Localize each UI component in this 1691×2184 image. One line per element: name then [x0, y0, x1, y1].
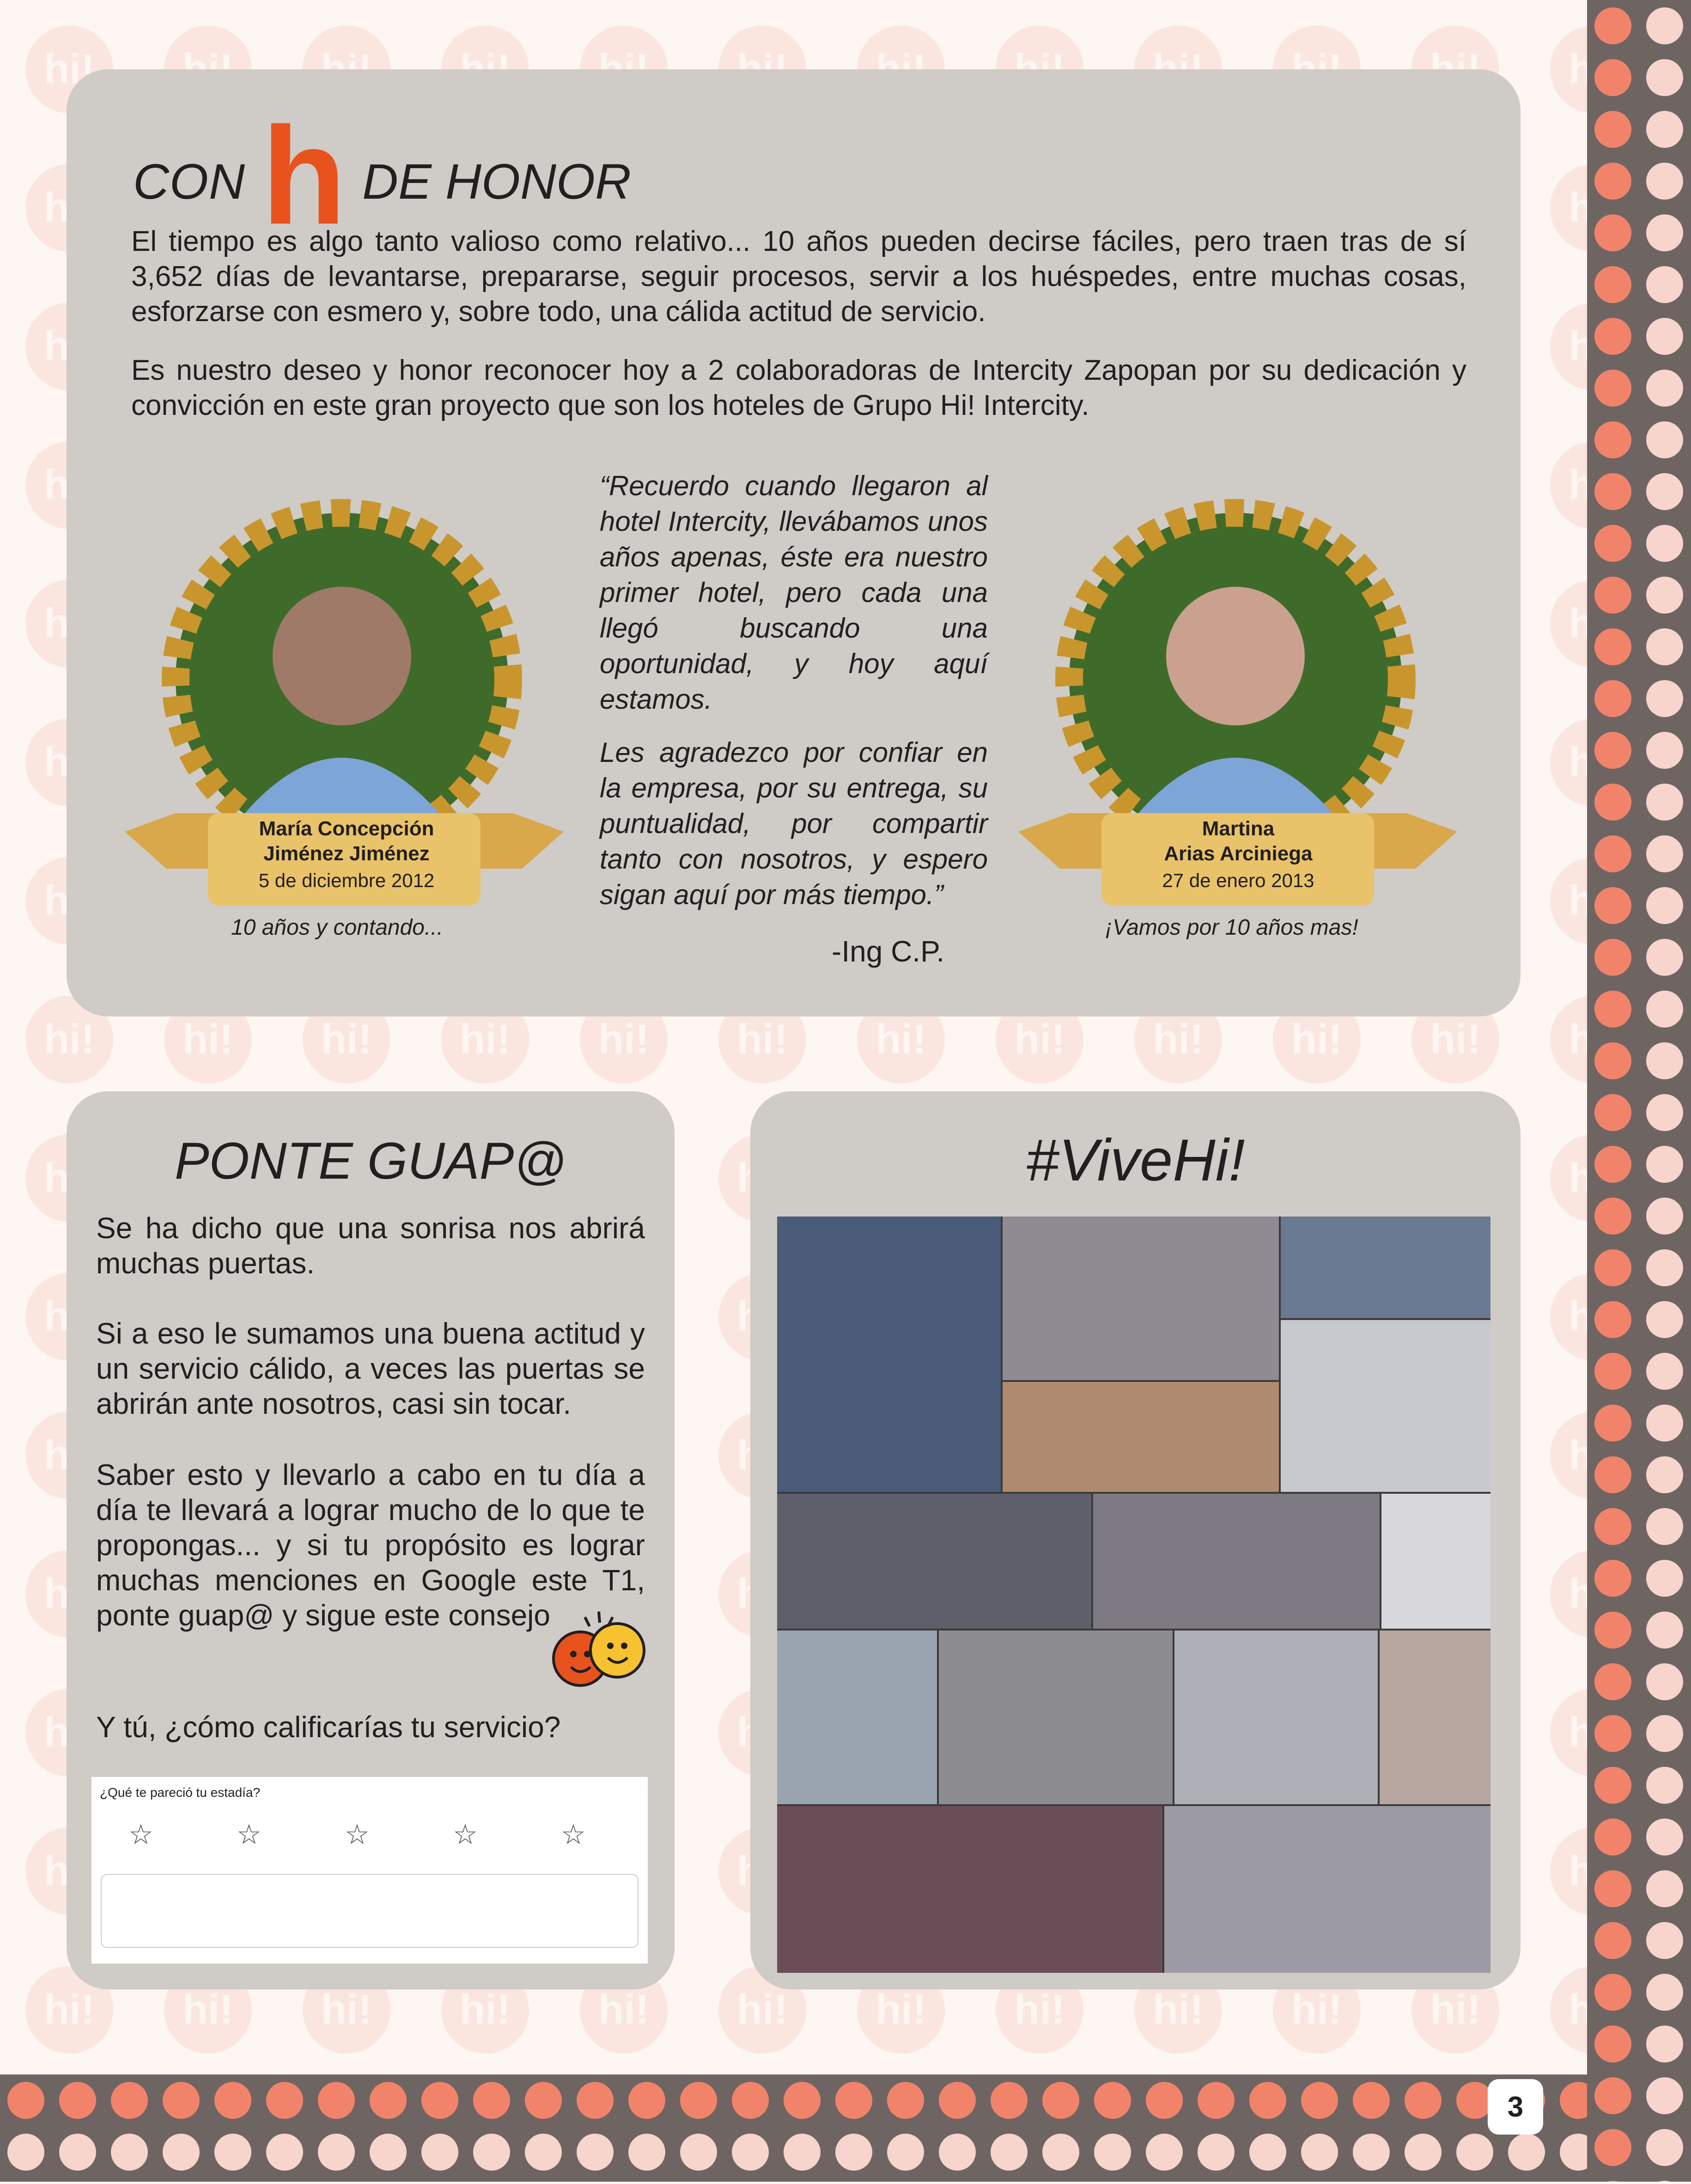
survey-comment-field[interactable] — [101, 1874, 639, 1948]
star-rating-1-icon[interactable]: ☆ — [128, 1819, 153, 1850]
smiley-faces-icon — [548, 1608, 654, 1696]
honor-paragraph-1: El tiempo es algo tanto valioso como relativo... 10 años pueden decirse fáciles, pero traen tras de sí 3,652 días de levantarse, prepararse, seguir procesos, servir a los huéspedes, entre muchas cosas, esforzarse con esmero y, sobre todo, una cálida actitud de servicio. — [131, 225, 1466, 328]
honoree-1-name-line1: María Concepción — [259, 817, 434, 840]
collage-photo — [1174, 1630, 1378, 1804]
rating-survey-card — [91, 1777, 648, 1964]
honor-quote — [600, 468, 988, 913]
guapa-paragraph-4: Y tú, ¿cómo calificarías tu servicio? — [96, 1710, 561, 1744]
collage-photo — [777, 1630, 937, 1804]
collage-photo — [1003, 1382, 1279, 1492]
honoree-2-caption: ¡Vamos por 10 años mas! — [1105, 915, 1358, 940]
collage-photo — [939, 1630, 1173, 1804]
star-rating-2-icon[interactable]: ☆ — [237, 1819, 262, 1850]
collage-photo — [1164, 1806, 1490, 1973]
collage-photo — [777, 1494, 1091, 1629]
collage-photo — [1380, 1630, 1490, 1804]
honoree-1-date: 5 de diciembre 2012 — [258, 870, 435, 891]
quote-signature: -Ing C.P. — [832, 935, 945, 968]
honoree-2-name-line2: Arias Arciniega — [1164, 842, 1313, 865]
honor-paragraph-2: Es nuestro deseo y honor reconocer hoy a 2 colaboradoras de Intercity Zapopan por su dedicación y convicción en este gran proyecto que son los hoteles de Grupo Hi! Intercity. — [131, 354, 1466, 421]
honor-title-h: h — [262, 98, 347, 253]
survey-question: ¿Qué te pareció tu estadía? — [100, 1785, 261, 1800]
honor-quote-paragraph-2: Les agradezco por confiar en la empresa, por su entrega, su puntualidad, por compartir tanto con nosotros, y espero sigan aquí por más tiempo.” — [600, 737, 988, 910]
right-dot-strip — [1587, 0, 1691, 2182]
collage-photo — [1281, 1217, 1490, 1318]
ponte-guapa-title: PONTE GUAP@ — [174, 1132, 567, 1190]
honoree-1-name-line2: Jiménez Jiménez — [263, 842, 430, 865]
honoree-2-name-line1: Martina — [1202, 817, 1275, 840]
bottom-dot-strip — [0, 2074, 1587, 2182]
collage-photo — [1281, 1320, 1490, 1492]
star-rating-3-icon[interactable]: ☆ — [345, 1819, 370, 1850]
page-number: 3 — [1488, 2079, 1543, 2135]
collage-photo — [777, 1217, 1001, 1492]
collage-photo — [1003, 1217, 1279, 1380]
collage-photo — [777, 1806, 1162, 1973]
honor-quote-paragraph-1: “Recuerdo cuando llegaron al hotel Intercity, llevábamos unos años apenas, éste era nuestro primer hotel, pero cada una llegó buscando una oportunidad, y hoy aquí estamos. — [600, 470, 988, 715]
star-rating-5-icon[interactable]: ☆ — [561, 1819, 586, 1850]
honoree-1-caption: 10 años y contando... — [231, 915, 443, 940]
collage-photo — [1093, 1494, 1380, 1629]
honoree-2-date: 27 de enero 2013 — [1162, 870, 1314, 891]
star-rating-4-icon[interactable]: ☆ — [453, 1819, 478, 1850]
photo-collage — [777, 1217, 1490, 1973]
collage-photo — [1381, 1494, 1490, 1629]
guapa-paragraph-2: Si a eso le sumamos una buena actitud y un servicio cálido, a veces las puertas se abrirán ante nosotros, casi sin tocar. — [96, 1317, 645, 1420]
honor-title-prefix: CON — [133, 153, 245, 209]
guapa-paragraph-1: Se ha dicho que una sonrisa nos abrirá muchas puertas. — [96, 1211, 645, 1280]
honor-title-suffix: DE HONOR — [362, 153, 632, 209]
guapa-paragraph-3: Saber esto y llevarlo a cabo en tu día a día te llevará a lograr mucho de lo que te propongas... y si tu propósito es lograr muchas menciones en Google este T1, ponte guap@ y sigue este consejo — [96, 1458, 645, 1632]
vivehi-title: #ViveHi! — [1026, 1127, 1245, 1193]
